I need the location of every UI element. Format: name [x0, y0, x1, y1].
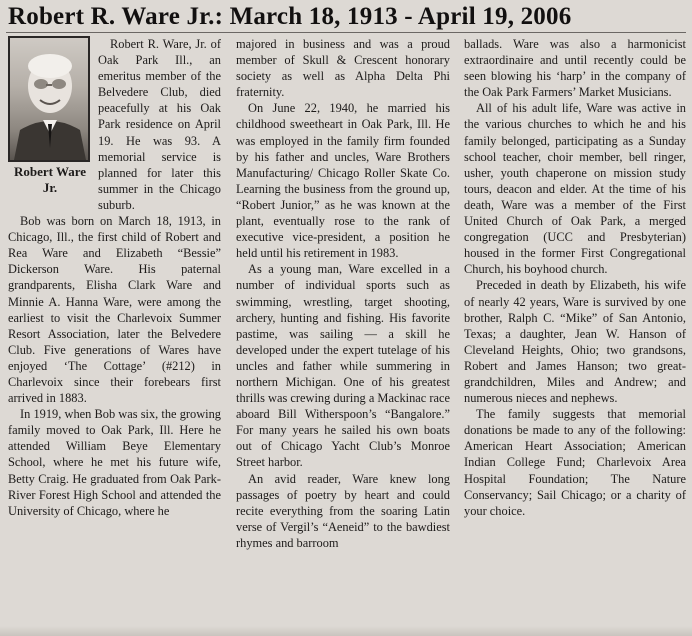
- page-edge-shadow: [0, 626, 692, 636]
- portrait-photo: [8, 36, 90, 162]
- photo-block: [8, 36, 92, 196]
- col1-paragraph-1: Robert R. Ware, Jr. of Oak Park Ill., an emeritus member of the Belvedere Club, died peacefully at his Oak Park residence on April 19. He was 93. A memorial service is planned for later this summer in the Chicago suburb.: [98, 37, 221, 212]
- headline-rule: [6, 32, 686, 33]
- col3-paragraph-4: The family suggests that memorial donations be made to any of the following: American Heart Association; American Indian College Fund; Charlevoix Area Hospital Foundation; The Nature Conservancy; Sail Chicago; or a charity of your choice.: [464, 407, 686, 518]
- column-1: [8, 36, 221, 519]
- column-3: [464, 36, 686, 519]
- col2-paragraph-1: majored in business and was a proud member of Skull & Crescent honorary society as well as Alpha Delta Phi fraternity.: [236, 37, 450, 100]
- headline: Robert R. Ware Jr.: March 18, 1913 - April 19, 2006: [8, 3, 572, 30]
- photo-caption: Robert Ware Jr.: [13, 164, 87, 195]
- portrait-image: [10, 38, 88, 160]
- col2-paragraph-3: As a young man, Ware excelled in a number of individual sports such as swimming, wrestling, target shooting, archery, hunting and fishing. His favorite pastime, was sailing — a skill he developed under the expert tutelage of his uncles and father while summering in northern Michigan. One of his greatest thrills was crewing during a Mackinac race aboard Bill Witherspoon’s “Bangalore.” For many years he sailed his own boats out of Chicago Yacht Club’s Monroe Street harbor.: [236, 262, 450, 470]
- column-2: [236, 36, 450, 551]
- col1-paragraph-3: In 1919, when Bob was six, the growing family moved to Oak Park, Ill. Here he attended William Beye Elementary School, where he met his future wife, Betty Craig. He graduated from Oak Park-River Forest High School and attended the University of Chicago, where he: [8, 407, 221, 518]
- col3-paragraph-2: All of his adult life, Ware was active in the various churches to which he and his family belonged, participating as a Sunday school teacher, choir member, bell ringer, usher, youth chaperone on mission study tours, deacon and elder. At the time of his death, Ware was a member of the First United Church of Oak Park, a merged congregation (UCC and Presbyterian) housed in the former First Congregational Church, his boyhood church.: [464, 101, 686, 277]
- col3-paragraph-1: ballads. Ware was also a harmonicist extraordinaire and until recently could be seen blowing his ‘harp’ in the company of the Oak Park Farmers’ Market Musicians.: [464, 37, 686, 100]
- col2-paragraph-4: An avid reader, Ware knew long passages of poetry by heart and could recite everything from the soaring Latin verse of Vergil’s “Aeneid” to the bawdiest rhymes and barroom: [236, 471, 450, 550]
- col3-paragraph-3: Preceded in death by Elizabeth, his wife of nearly 42 years, Ware is survived by one brother, Ralph C. “Mike” of San Antonio, Texas; a daughter, Jean W. Hanson of Cleveland Heights, Ohio; two grandsons, Robert and James Hanson; two great-grandchildren, Miles and Andrew; and numerous nieces and nephews.: [464, 278, 686, 406]
- col1-paragraph-2: Bob was born on March 18, 1913, in Chicago, Ill., the first child of Robert and Rea Ware and Elizabeth “Bessie” Dickerson Ware. His paternal grandparents, Elisha Clark Ware and Minnie A. Hanna Ware, were among the earliest to visit the Charlevoix Summer Resort Association, later the Belvedere Club. Five generations of Wares have enjoyed ‘The Cottage’ (#212) in Charlevoix since their forebears first arrived in 1883.: [8, 214, 221, 406]
- col2-paragraph-2: On June 22, 1940, he married his childhood sweetheart in Oak Park, Ill. He was employed in the family firm founded by his father and uncles, Ware Brothers Manufacturing/ Chicago Roller Skate Co. Learning the business from the ground up, “Robert Junior,” as he was known at the plant, eventually rose to the rank of executive vice-president, a position he held until his retirement in 1983.: [236, 101, 450, 261]
